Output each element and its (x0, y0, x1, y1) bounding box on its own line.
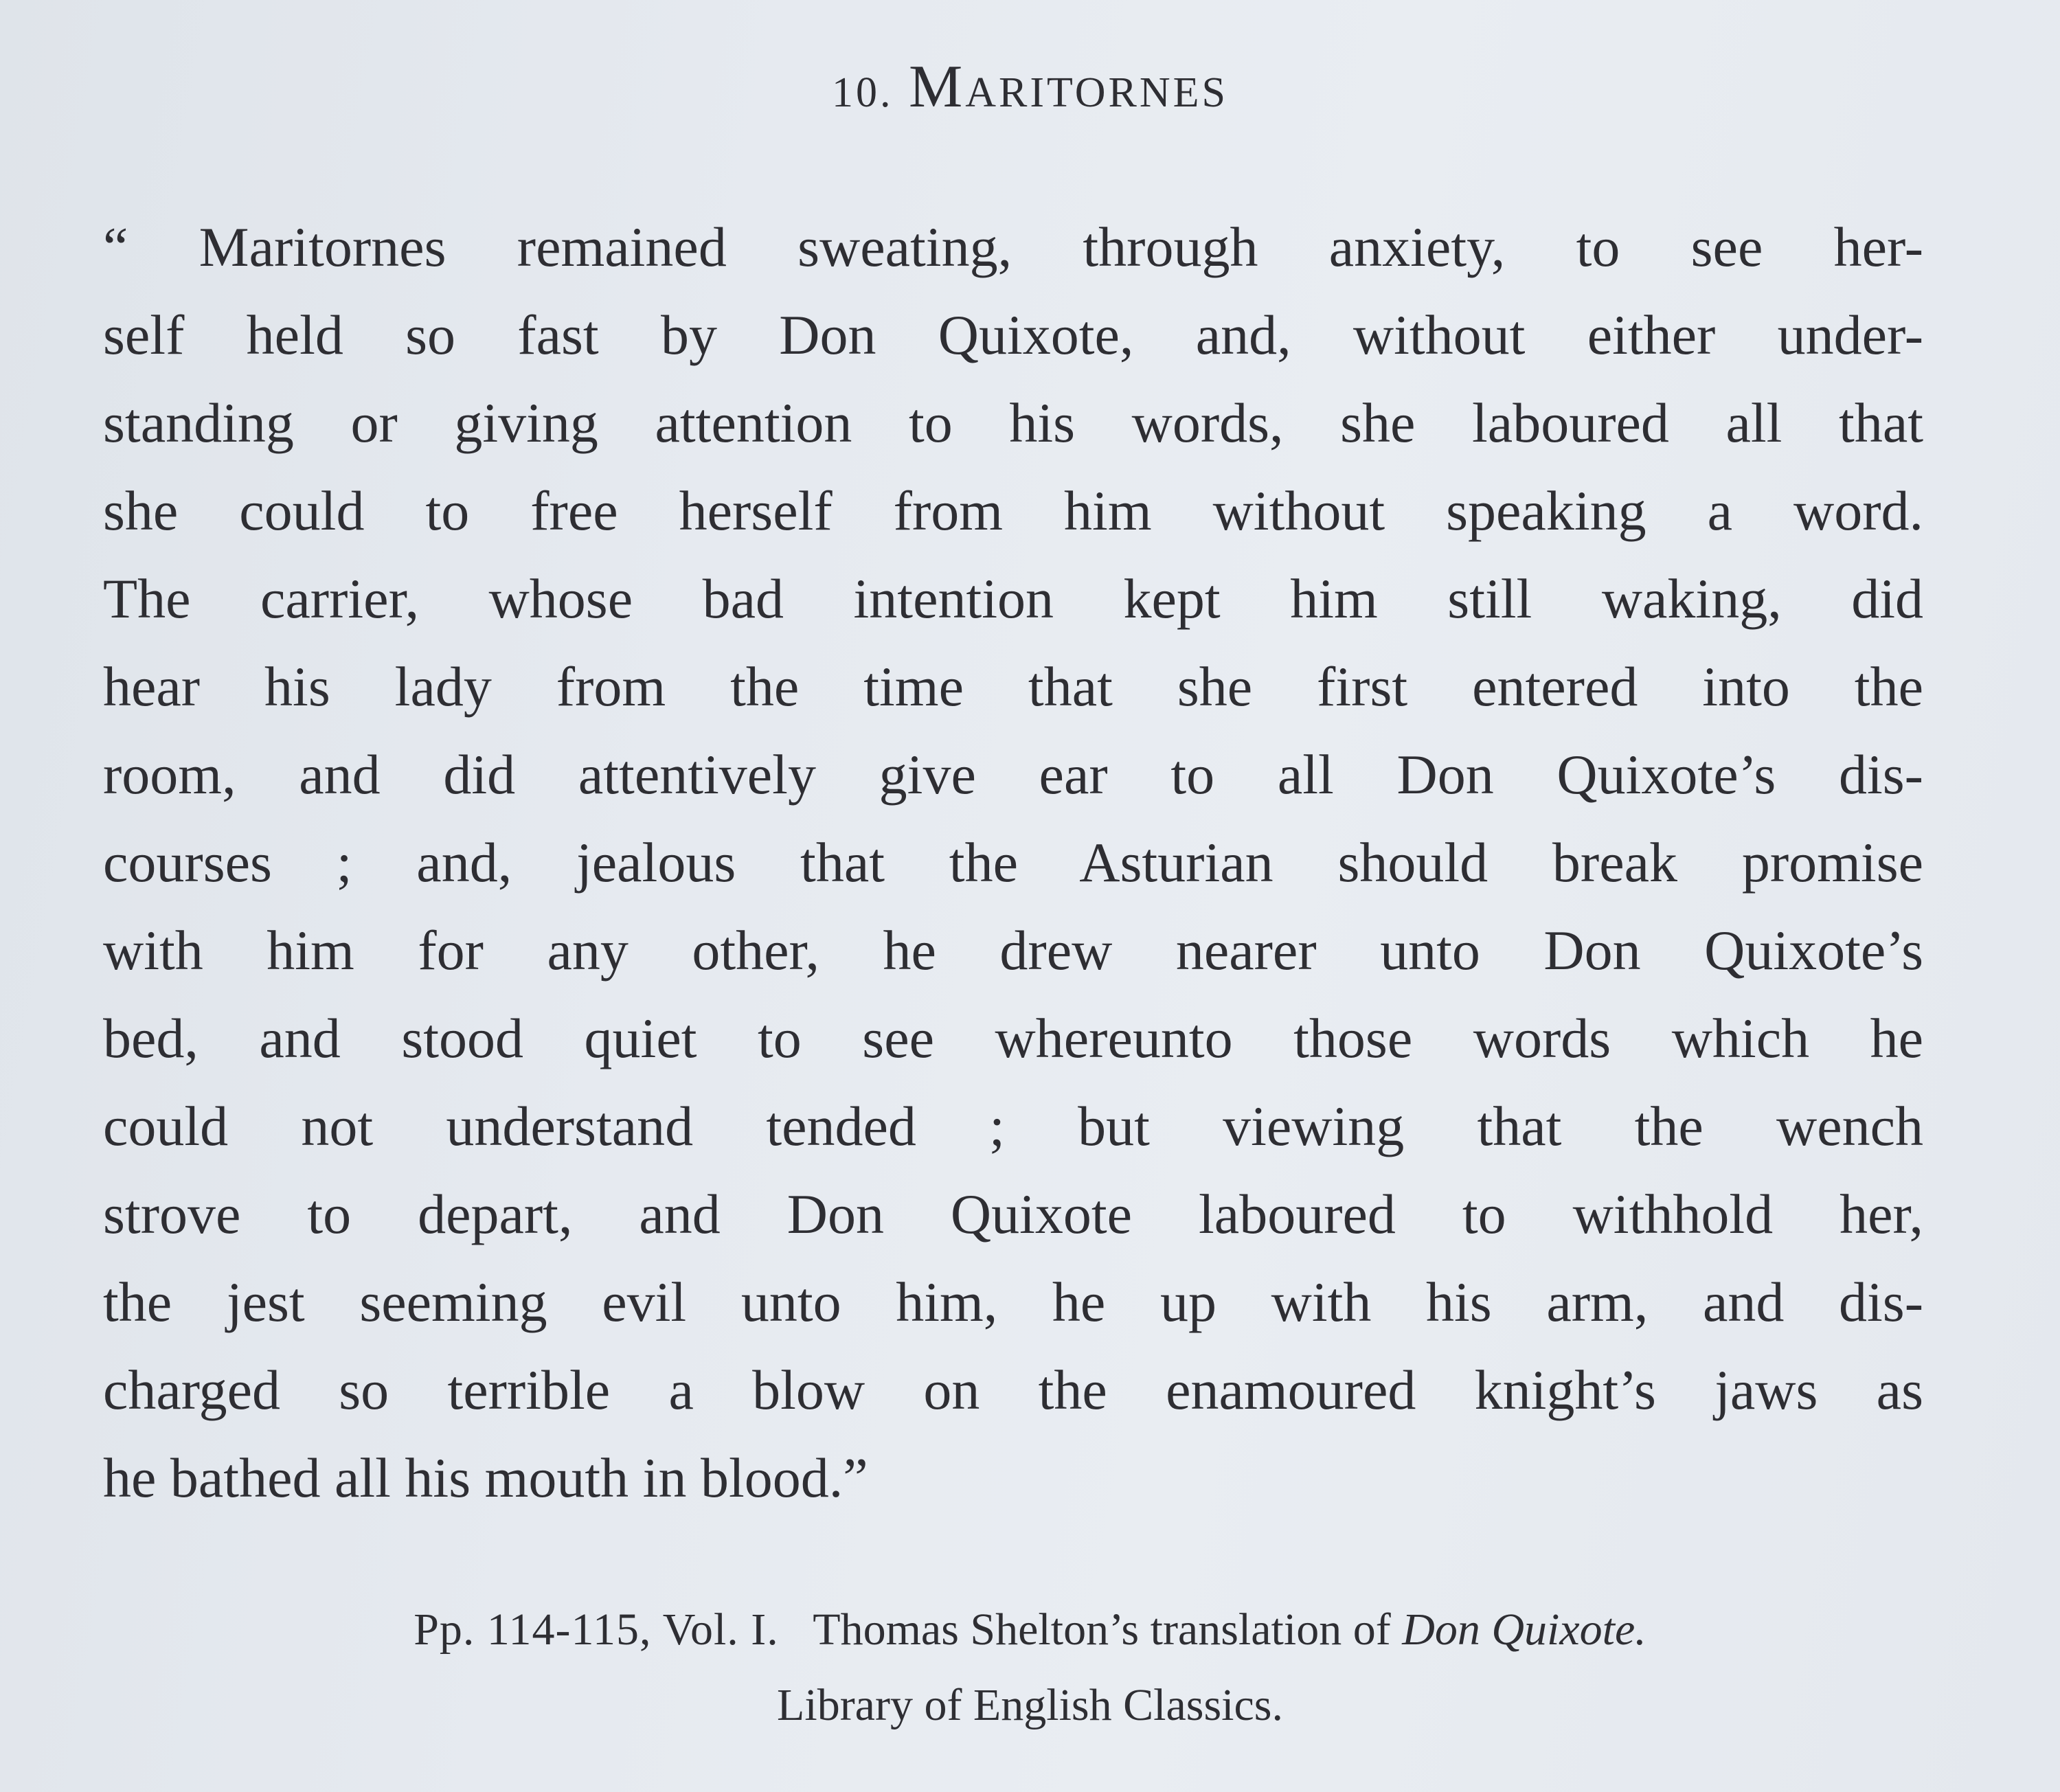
passage-line: with him for any other, he drew nearer unto Don Quixote’s (103, 919, 1923, 982)
series-name: Library of English Classics. (777, 1680, 1283, 1730)
page-reference: Pp. 114-115, Vol. I. (414, 1604, 779, 1655)
passage-line: the jest seeming evil unto him, he up with his arm, and dis- (103, 1271, 1923, 1333)
passage-line: self held so fast by Don Quixote, and, without either under- (103, 304, 1923, 366)
passage-line: bed, and stood quiet to see whereunto those words which he (103, 1007, 1923, 1069)
quoted-passage (103, 203, 1923, 1522)
passage-line: hear his lady from the time that she first entered into the (103, 655, 1923, 718)
plate-title-rest: ARITORNES (965, 69, 1229, 116)
passage-line-last: he bathed all his mouth in blood.” (103, 1447, 868, 1509)
passage-line: strove to depart, and Don Quixote laboured to withhold her, (103, 1183, 1923, 1245)
passage-line: standing or giving attention to his words, she laboured all that (103, 392, 1923, 454)
passage-line: room, and did attentively give ear to all Don Quixote’s dis- (103, 743, 1923, 806)
plate-heading (0, 49, 2060, 131)
book-title: Don Quixote. (1402, 1604, 1646, 1655)
passage-line: courses ; and, jealous that the Asturian should break promise (103, 831, 1923, 894)
caption-line-1 (0, 1592, 2060, 1668)
plate-title-initial: M (908, 54, 966, 120)
passage-line: charged so terrible a blow on the enamoured knight’s jaws as (103, 1359, 1923, 1421)
passage-line: she could to free herself from him without speaking a word. (103, 479, 1923, 542)
passage-line: “ Maritornes remained sweating, through anxiety, to see her- (103, 216, 1923, 278)
plate-number: 10. (831, 69, 894, 116)
passage-line: could not understand tended ; but viewing that the wench (103, 1095, 1923, 1157)
passage-line: The carrier, whose bad intention kept him still waking, did (103, 567, 1923, 630)
source-caption (0, 1592, 2060, 1743)
translation-credit: Thomas Shelton’s translation of (813, 1604, 1391, 1655)
